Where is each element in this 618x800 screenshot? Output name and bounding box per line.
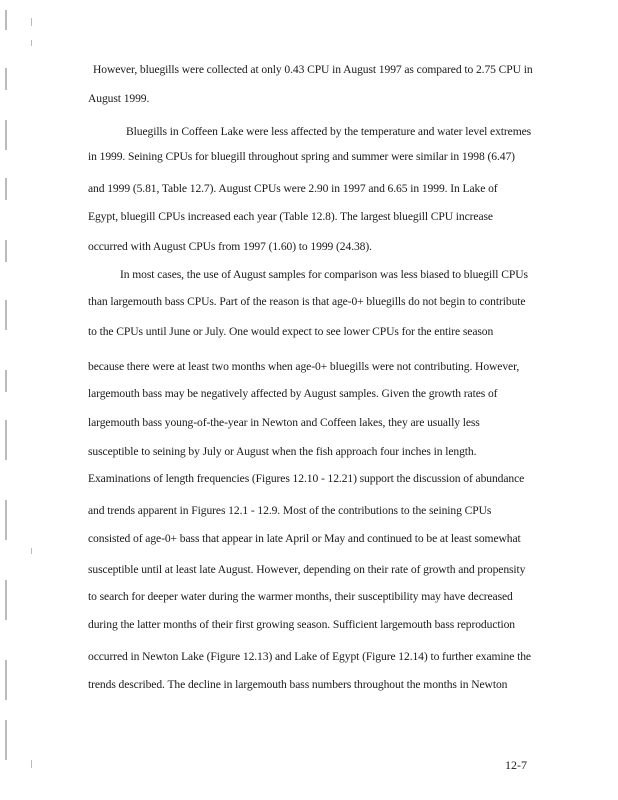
text-line: to the CPUs until June or July. One would expect to see lower CPUs for the entire season [88, 325, 494, 338]
text-line: than largemouth bass CPUs. Part of the reason is that age-0+ bluegills do not begin to contribute [88, 295, 526, 308]
text-line: occurred with August CPUs from 1997 (1.60) to 1999 (24.38). [88, 240, 372, 253]
text-line: susceptible until at least late August. However, depending on their rate of growth and propensity [88, 563, 526, 576]
text-line: However, bluegills were collected at only 0.43 CPU in August 1997 as compared to 2.75 CPU in [93, 63, 533, 76]
text-line: Examinations of length frequencies (Figures 12.10 - 12.21) support the discussion of abundance [88, 472, 525, 485]
text-line: in 1999. Seining CPUs for bluegill throughout spring and summer were similar in 1998 (6.47) [88, 150, 515, 163]
text-line: to search for deeper water during the warmer months, their susceptibility may have decreased [88, 590, 513, 603]
text-line: largemouth bass young-of-the-year in Newton and Coffeen lakes, they are usually less [88, 416, 480, 429]
text-line: and trends apparent in Figures 12.1 - 12.9. Most of the contributions to the seining CPUs [88, 504, 492, 517]
text-line: trends described. The decline in largemouth bass numbers throughout the months in Newton [88, 678, 508, 691]
scan-margin-marks [2, 0, 32, 800]
text-line: Egypt, bluegill CPUs increased each year (Table 12.8). The largest bluegill CPU increase [88, 210, 493, 223]
text-line: largemouth bass may be negatively affected by August samples. Given the growth rates of [88, 387, 498, 400]
text-line: August 1999. [88, 92, 150, 105]
text-line: during the latter months of their first growing season. Sufficient largemouth bass reproduction [88, 618, 516, 631]
text-line: and 1999 (5.81, Table 12.7). August CPUs were 2.90 in 1997 and 6.65 in 1999. In Lake of [88, 182, 498, 195]
text-line: occurred in Newton Lake (Figure 12.13) and Lake of Egypt (Figure 12.14) to further examine the [88, 650, 531, 663]
text-line: Bluegills in Coffeen Lake were less affected by the temperature and water level extremes [126, 125, 532, 138]
text-line: In most cases, the use of August samples for comparison was less biased to bluegill CPUs [120, 268, 528, 281]
page-number: 12-7 [505, 758, 527, 772]
text-line: because there were at least two months when age-0+ bluegills were not contributing. However, [88, 360, 520, 373]
text-line: consisted of age-0+ bass that appear in late April or May and continued to be at least somewhat [88, 532, 521, 545]
text-line: susceptible to seining by July or August when the fish approach four inches in length. [88, 445, 477, 458]
